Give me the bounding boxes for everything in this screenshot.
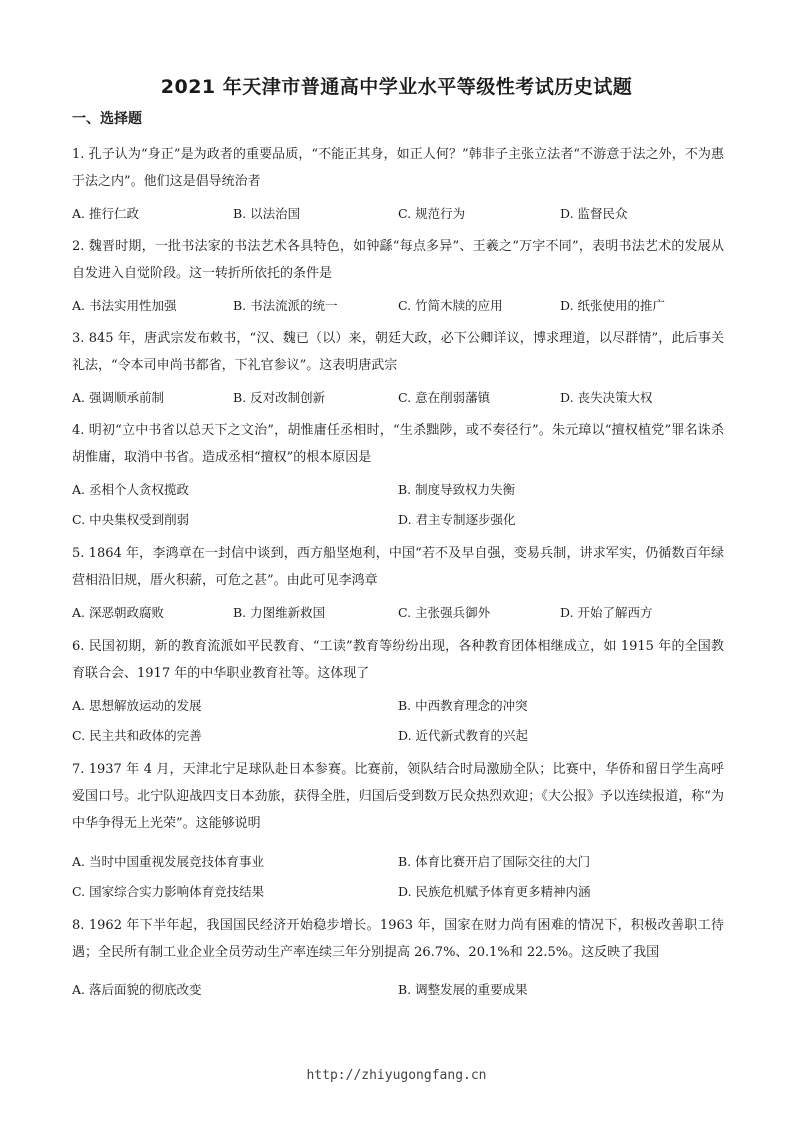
option-7c: C. 国家综合实力影响体育竞技结果	[72, 884, 265, 899]
option-3a: A. 强调顺承前制	[72, 390, 164, 405]
option-1d: D. 监督民众	[560, 206, 628, 221]
section-heading: 一、选择题	[72, 111, 142, 127]
options-row-6b	[72, 726, 724, 750]
option-1b: B. 以法治国	[233, 206, 301, 221]
options-row-5	[72, 603, 724, 627]
option-5a: A. 深恶朝政腐败	[72, 605, 164, 620]
option-7a: A. 当时中国重视发展竞技体育事业	[72, 854, 264, 869]
option-3d: D. 丧失决策大权	[560, 390, 653, 405]
option-2d: D. 纸张使用的推广	[560, 298, 666, 313]
option-8b: B. 调整发展的重要成果	[398, 982, 528, 997]
options-row-6a	[72, 696, 724, 720]
options-row-7a	[72, 852, 724, 876]
option-7b: B. 体育比赛开启了国际交往的大门	[398, 854, 591, 869]
option-6c: C. 民主共和政体的完善	[72, 728, 202, 743]
question-stem-1: 1. 孔子认为“身正”是为政者的重要品质，“不能正其身，如正人何？”韩非子主张立法者“不游意于法之外，不为惠于法之内”。他们这是倡导统治者	[72, 147, 724, 189]
question-stem-3: 3. 845 年，唐武宗发布敕书，“汉、魏已（以）来，朝廷大政，必下公卿详议，博求理道，以尽群情”，此后事关礼法，“令本司申尚书都省，下礼官参议”。这表明唐武宗	[72, 331, 724, 373]
option-5b: B. 力图维新救国	[233, 605, 326, 620]
options-row-3	[72, 388, 724, 412]
options-row-7b	[72, 882, 724, 906]
option-4d: D. 君主专制逐步强化	[398, 512, 516, 527]
option-3c: C. 意在削弱藩镇	[398, 390, 491, 405]
footer-url: http://zhiyugongfang.cn	[306, 1068, 487, 1083]
option-5d: D. 开始了解西方	[560, 605, 653, 620]
options-row-1	[72, 204, 724, 228]
question-stem-2: 2. 魏晋时期，一批书法家的书法艺术各具特色，如钟繇“每点多异”、王羲之“万字不同”，表明书法艺术的发展从自发进入自觉阶段。这一转折所依托的条件是	[72, 239, 724, 281]
options-row-2	[72, 296, 724, 320]
options-row-4a	[72, 480, 724, 504]
option-2a: A. 书法实用性加强	[72, 298, 177, 313]
question-stem-6: 6. 民国初期，新的教育流派如平民教育、“工读”教育等纷纷出现，各种教育团体相继成立，如 1915 年的全国教育联合会、1917 年的中华职业教育社等。这体现了	[72, 639, 724, 681]
option-1c: C. 规范行为	[398, 206, 466, 221]
option-2b: B. 书法流派的统一	[233, 298, 338, 313]
option-6d: D. 近代新式教育的兴起	[398, 728, 529, 743]
option-1a: A. 推行仁政	[72, 206, 139, 221]
option-4c: C. 中央集权受到削弱	[72, 512, 190, 527]
options-row-8a	[72, 980, 724, 1004]
question-stem-4: 4. 明初“立中书省以总天下之文治”，胡惟庸任丞相时，“生杀黜陟，或不奏径行”。朱元璋以“擅权植党”罪名诛杀胡惟庸，取消中书省。造成丞相“擅权”的根本原因是	[72, 423, 724, 465]
option-8a: A. 落后面貌的彻底改变	[72, 982, 202, 997]
option-4b: B. 制度导致权力失衡	[398, 482, 516, 497]
question-stem-8: 8. 1962 年下半年起，我国国民经济开始稳步增长。1963 年，国家在财力尚有困难的情况下，积极改善职工待遇；全民所有制工业企业全员劳动生产率连续三年分别提高 26.7%、20.1%和 22.5%。这反映了我国	[72, 918, 724, 960]
option-4a: A. 丞相个人贪权揽政	[72, 482, 189, 497]
option-5c: C. 主张强兵御外	[398, 605, 491, 620]
options-row-4b	[72, 510, 724, 534]
option-2c: C. 竹简木牍的应用	[398, 298, 503, 313]
question-stem-5: 5. 1864 年，李鸿章在一封信中谈到，西方船坚炮利，中国“若不及早自强，变易兵制，讲求军实，仍循数百年绿营相沿旧规，厝火积薪，可危之甚”。由此可见李鸿章	[72, 546, 724, 588]
option-6b: B. 中西教育理念的冲突	[398, 698, 528, 713]
option-6a: A. 思想解放运动的发展	[72, 698, 202, 713]
question-stem-7: 7. 1937 年 4 月，天津北宁足球队赴日本参赛。比赛前，领队结合时局激励全队；比赛中，华侨和留日学生高呼爱国口号。北宁队迎战四支日本劲旅，获得全胜，归国后受到数万民众热烈欢迎；《大公报》予以连续报道，称“为中华争得无上光荣”。这能够说明	[72, 762, 724, 831]
option-3b: B. 反对改制创新	[233, 390, 326, 405]
exam-title: 2021 年天津市普通高中学业水平等级性考试历史试题	[160, 76, 633, 98]
option-7d: D. 民族危机赋予体育更多精神内涵	[398, 884, 591, 899]
